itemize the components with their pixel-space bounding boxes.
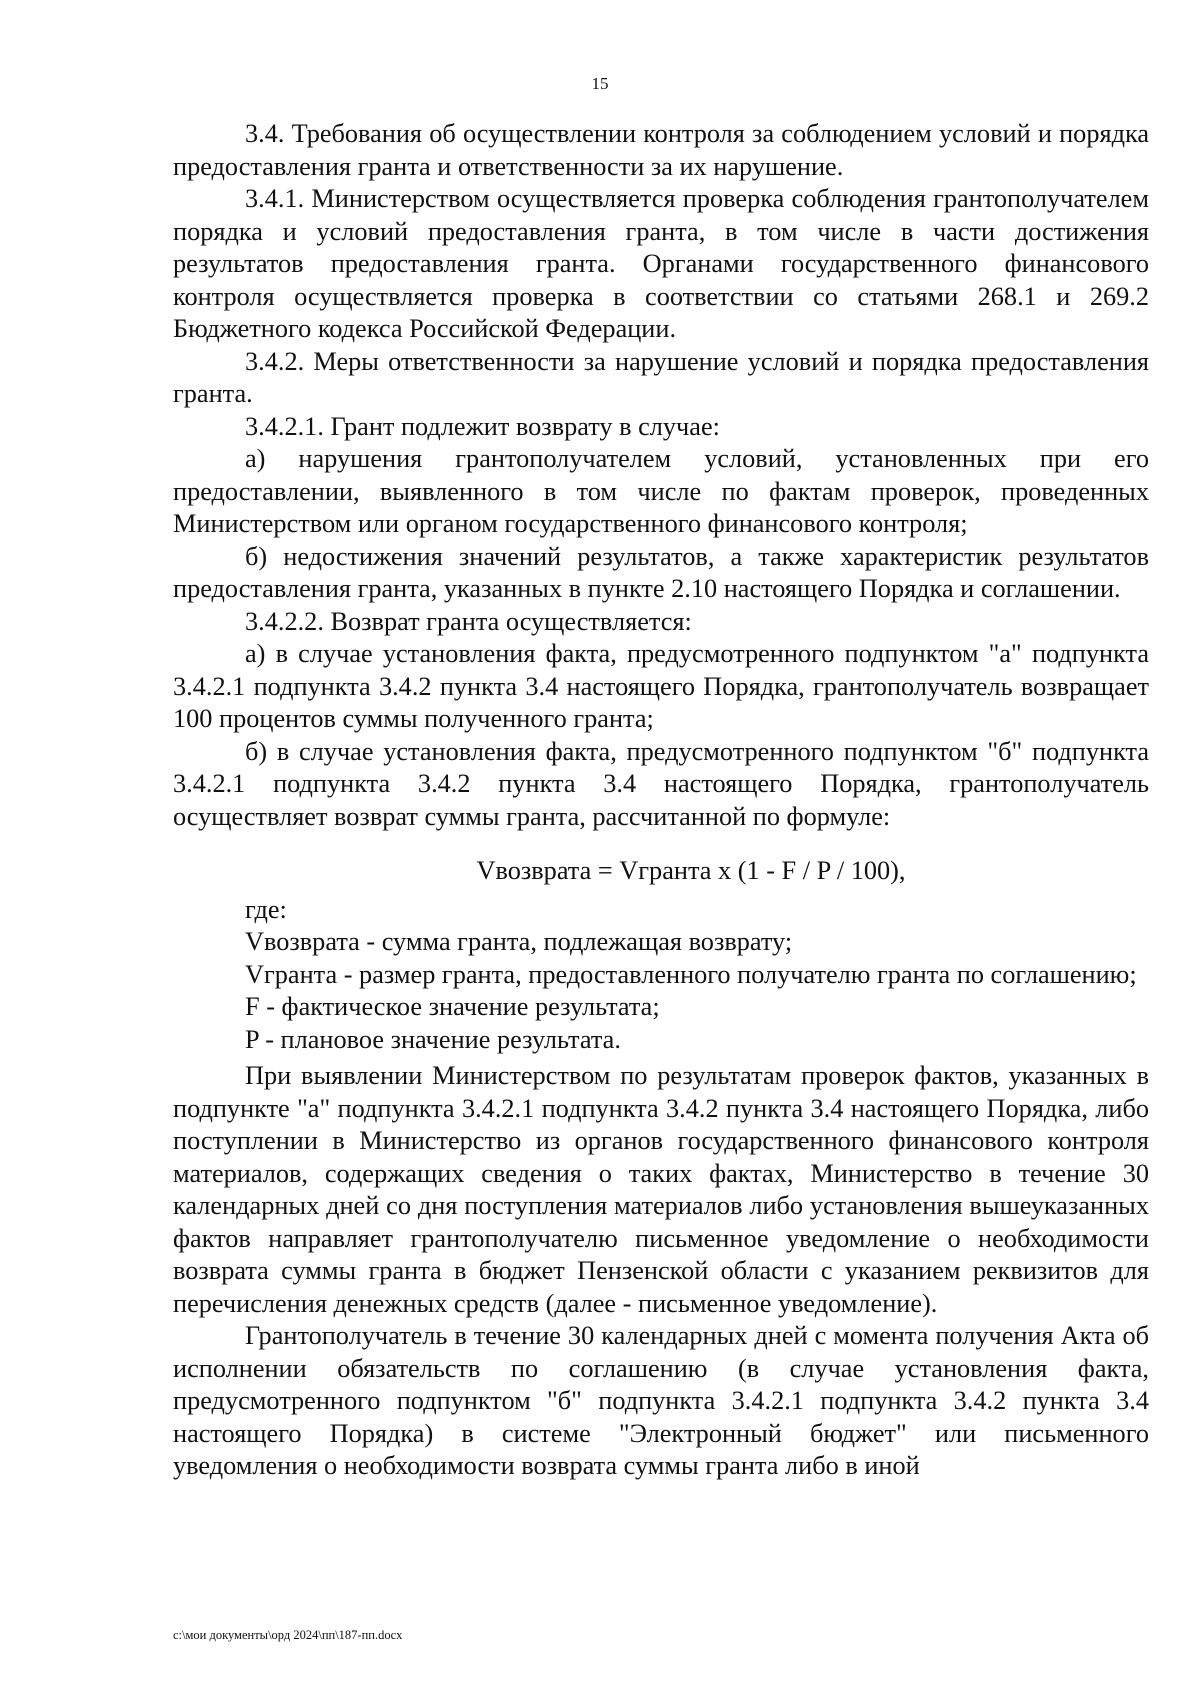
paragraph-detection: При выявлении Министерством по результатам проверок фактов, указанных в подпункте "а" подпункта 3.4.2.1 подпункта 3.4.2 пункта 3.4 настоящего Порядка, либо поступлении в Министерство из органов государственного финансового контроля материалов, содержащих сведения о таких фактах, Министерство в течение 30 календарных дней со дня поступления материалов либо установления вышеуказанных фактов направляет грантополучателю письменное уведомление о необходимости возврата суммы гранта в бюджет Пензенской области с указанием реквизитов для перечисления денежных средств (далее - письменное уведомление). xyxy=(173,1061,1149,1318)
definition-where: где: xyxy=(245,894,287,924)
paragraph-3-4: 3.4. Требования об осуществлении контроля за соблюдением условий и порядка предоставления гранта и ответственности за их нарушение. xyxy=(173,119,1149,181)
definition-v-return: Vвозврата - сумма гранта, подлежащая возврату; xyxy=(245,927,793,956)
definition-p: P - плановое значение результата. xyxy=(245,1024,621,1054)
paragraph-3-4-1: 3.4.1. Министерством осуществляется проверка соблюдения грантополучателем порядка и условий предоставления гранта, в том числе в части достижения результатов предоставления гранта. Органами государственного финансового контроля осуществляется проверка в соответствии со статьями 268.1 и 269.2 Бюджетного кодекса Российской Федерации. xyxy=(173,184,1149,343)
definition-v-grant: Vгранта - размер гранта, предоставленного получателю гранта по соглашению; xyxy=(245,959,1137,989)
paragraph-grant-recipient: Грантополучатель в течение 30 календарных дней с момента получения Акта об исполнении обязательств по соглашению (в случае установления факта, предусмотренного подпунктом "б" подпункта 3.4.2.1 подпункта 3.4.2 пункта 3.4 настоящего Порядка) в системе "Электронный бюджет" или письменного уведомления о необходимости возврата суммы гранта либо в иной xyxy=(173,1321,1149,1480)
paragraph-3-4-2-1-b: б) недостижения значений результатов, а также характеристик результатов предоставления гранта, указанных в пункте 2.10 настоящего Порядка и соглашении. xyxy=(173,541,1149,603)
paragraph-3-4-2-2-b: б) в случае установления факта, предусмотренного подпунктом "б" подпункта 3.4.2.1 подпункта 3.4.2 пункта 3.4 настоящего Порядка, грантополучатель осуществляет возврат суммы гранта, рассчитанной по формуле: xyxy=(173,736,1149,831)
paragraph-3-4-2-1-a: а) нарушения грантополучателем условий, установленных при его предоставлении, выявленного в том числе по фактам проверок, проведенных Министерством или органом государственного финансового контроля; xyxy=(173,444,1149,538)
return-formula: Vвозврата = Vгранта x (1 - F / P / 100), xyxy=(476,856,906,885)
page-number: 15 xyxy=(591,74,609,93)
footer-file-path: c:\мои документы\орд 2024\пп\187-пп.docx xyxy=(173,1628,403,1642)
paragraph-3-4-2: 3.4.2. Меры ответственности за нарушение условий и порядка предоставления гранта. xyxy=(173,346,1149,408)
paragraph-3-4-2-2: 3.4.2.2. Возврат гранта осуществляется: xyxy=(245,606,692,636)
paragraph-3-4-2-2-a: а) в случае установления факта, предусмотренного подпунктом "а" подпункта 3.4.2.1 подпункта 3.4.2 пункта 3.4 настоящего Порядка, грантополучатель возвращает 100 процентов суммы полученного гранта; xyxy=(173,639,1149,733)
document-body xyxy=(173,118,1149,1483)
paragraph-3-4-2-1: 3.4.2.1. Грант подлежит возврату в случае: xyxy=(245,411,720,441)
definition-f: F - фактическое значение результата; xyxy=(245,992,660,1021)
